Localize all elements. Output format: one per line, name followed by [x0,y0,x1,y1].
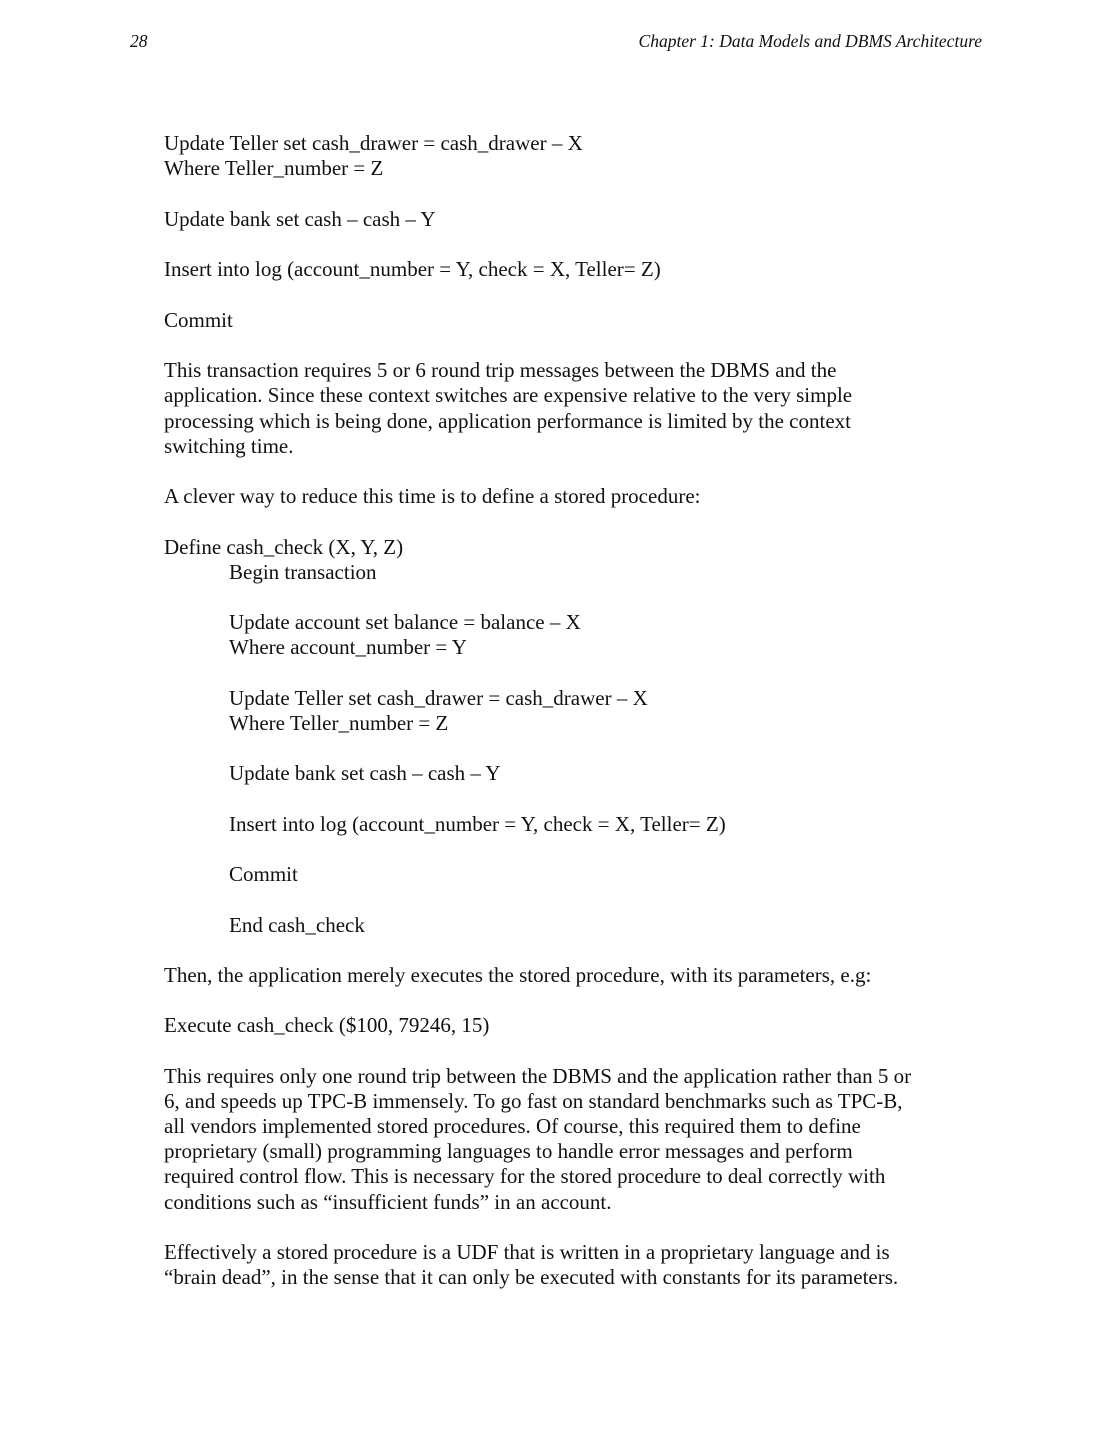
code-line: End cash_check [229,913,365,937]
code-line: Update Teller set cash_drawer = cash_drawer – X [229,686,648,710]
code-line: Update Teller set cash_drawer = cash_drawer – X [164,131,583,155]
code-line: Update bank set cash – cash – Y [229,761,501,785]
paragraph-3: Then, the application merely executes the stored procedure, with its parameters, e.g: [164,963,872,987]
text-line: This transaction requires 5 or 6 round trip messages between the DBMS and the [164,358,837,382]
code-line: Update bank set cash – cash – Y [164,207,436,231]
text-line: proprietary (small) programming languages to handle error messages and perform [164,1139,853,1163]
text-line: required control flow. This is necessary for the stored procedure to deal correctly with [164,1164,886,1188]
running-header: Chapter 1: Data Models and DBMS Architecture [638,31,982,51]
code-line: Where account_number = Y [229,635,467,659]
text-line: application. Since these context switches are expensive relative to the very simple [164,383,853,407]
define-line: Define cash_check (X, Y, Z) [164,535,404,559]
code-line: Insert into log (account_number = Y, check = X, Teller= Z) [164,257,661,281]
text-line: 6, and speeds up TPC-B immensely. To go fast on standard benchmarks such as TPC-B, [164,1089,903,1113]
code-line: Where Teller_number = Z [229,711,449,735]
text-line: Effectively a stored procedure is a UDF that is written in a proprietary language and is [164,1240,890,1264]
code-line: Insert into log (account_number = Y, check = X, Teller= Z) [229,812,726,836]
text-line: This requires only one round trip between the DBMS and the application rather than 5 or [164,1064,912,1088]
page-number: 28 [130,31,148,51]
code-line: Begin transaction [229,560,377,584]
text-line: processing which is being done, application performance is limited by the context [164,409,851,433]
text-line: “brain dead”, in the sense that it can only be executed with constants for its parameters. [164,1265,899,1289]
text-line: switching time. [164,434,294,458]
execute-line: Execute cash_check ($100, 79246, 15) [164,1013,490,1037]
text-line: all vendors implemented stored procedures. Of course, this required them to define [164,1114,861,1138]
code-line: Commit [229,862,298,886]
code-line: Update account set balance = balance – X [229,610,581,634]
paragraph-2: A clever way to reduce this time is to define a stored procedure: [164,484,701,508]
text-line: conditions such as “insufficient funds” in an account. [164,1190,612,1214]
code-line: Where Teller_number = Z [164,156,384,180]
code-line: Commit [164,308,233,332]
